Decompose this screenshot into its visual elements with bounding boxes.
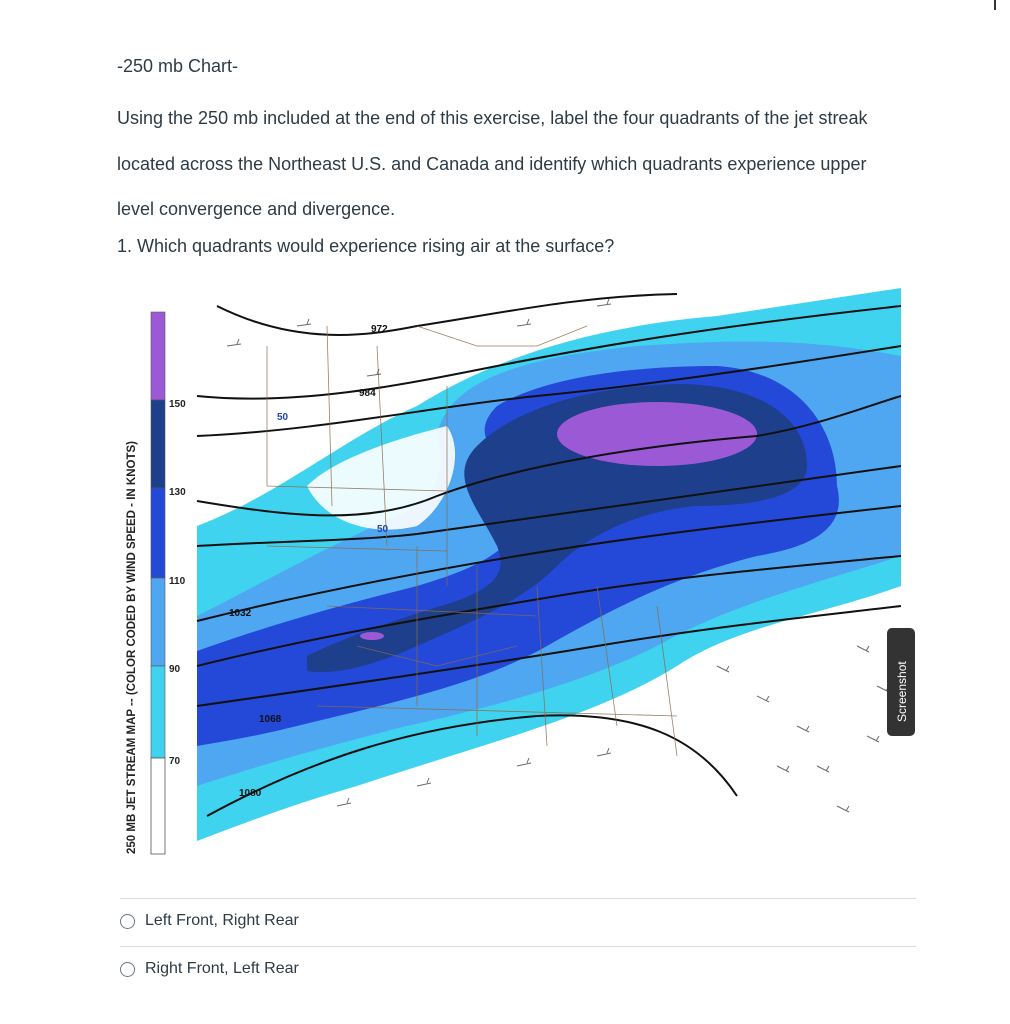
answer-option-1[interactable] bbox=[120, 898, 916, 943]
legend-colorbar bbox=[151, 312, 165, 854]
legend-tick-90: 90 bbox=[169, 664, 181, 675]
contour-label-1068: 1068 bbox=[259, 714, 282, 725]
radio-button[interactable] bbox=[120, 914, 135, 929]
answer-option-label: Left Front, Right Rear bbox=[145, 912, 299, 929]
screenshot-tag[interactable] bbox=[887, 628, 915, 736]
contour-label-972: 972 bbox=[371, 324, 388, 335]
wind-band-150-small bbox=[360, 632, 384, 640]
jet-stream-map bbox=[117, 286, 917, 860]
wind-band-150 bbox=[557, 402, 757, 466]
question-text: 1. Which quadrants would experience rising air at the surface? bbox=[117, 236, 615, 256]
legend-tick-110: 110 bbox=[169, 576, 186, 587]
window-edge-mark bbox=[994, 0, 996, 10]
legend-title: 250 MB JET STREAM MAP -- (COLOR CODED BY WIND SPEED - IN KNOTS) bbox=[126, 441, 138, 854]
legend-tick-150: 150 bbox=[169, 399, 186, 410]
contour-label-984: 984 bbox=[359, 388, 376, 399]
answer-option-label: Right Front, Left Rear bbox=[145, 960, 299, 977]
contour-label-50a: 50 bbox=[277, 412, 289, 423]
contour-label-1032: 1032 bbox=[229, 608, 252, 619]
radio-button[interactable] bbox=[120, 962, 135, 977]
legend-tick-70: 70 bbox=[169, 756, 181, 767]
svg-text:Screenshot: Screenshot bbox=[895, 661, 909, 722]
map-panel bbox=[197, 288, 901, 856]
legend-tick-130: 130 bbox=[169, 487, 186, 498]
section-title: -250 mb Chart- bbox=[117, 56, 239, 76]
instructions-paragraph: Using the 250 mb included at the end of this exercise, label the four quadrants of the jet streak located across the Northeast U.S. and Canada and identify which quadrants experience upper level convergence and divergence. bbox=[117, 108, 868, 219]
answer-option-2[interactable] bbox=[120, 946, 916, 991]
contour-label-50b: 50 bbox=[377, 524, 389, 535]
contour-label-1080: 1080 bbox=[239, 788, 262, 799]
